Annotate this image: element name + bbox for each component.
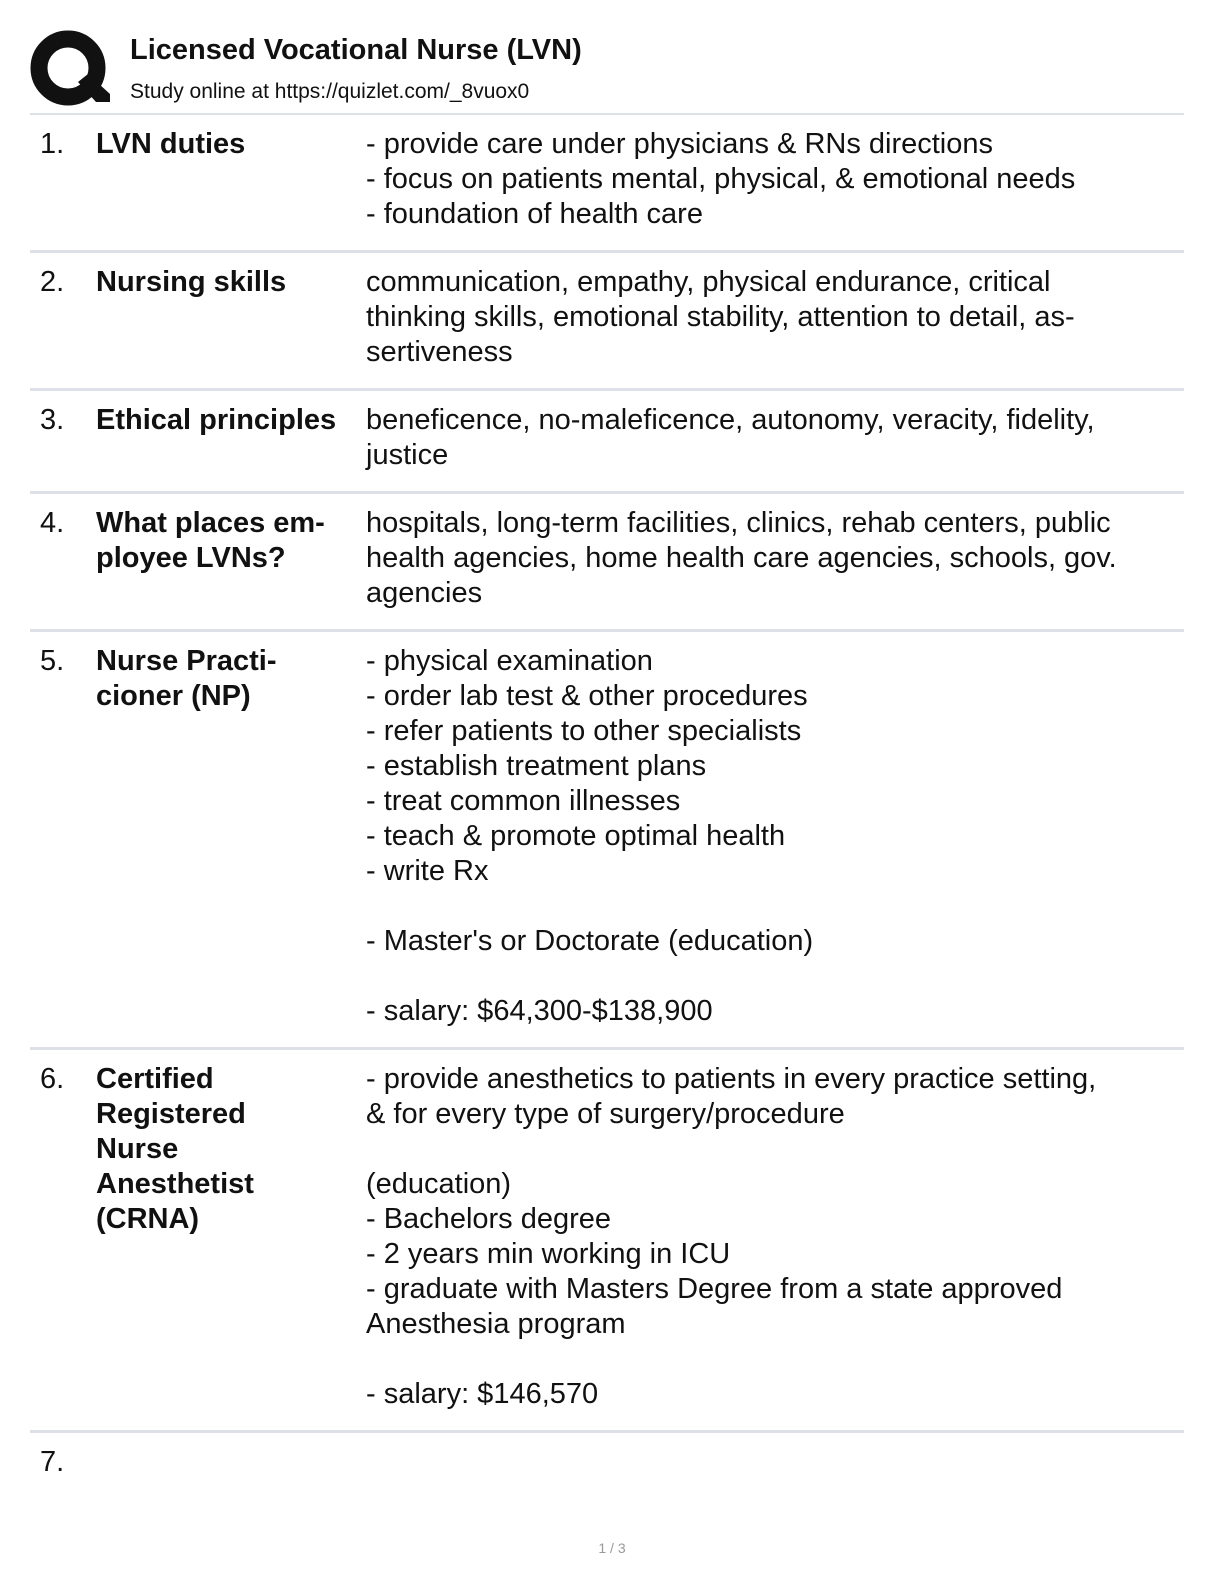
card-term: Nursing skills xyxy=(96,266,287,298)
card-number: 3. xyxy=(40,404,65,436)
flashcard-row xyxy=(30,494,1184,632)
card-term: What places em- ployee LVNs? xyxy=(96,507,325,574)
card-term xyxy=(96,1445,366,1480)
study-online-link[interactable]: Study online at https://quizlet.com/_8vuox0 xyxy=(130,80,530,103)
set-title: Licensed Vocational Nurse (LVN) xyxy=(130,34,582,66)
card-definition: communication, empathy, physical endurance, critical thinking skills, emotional stability, attention to detail, as- sertiveness xyxy=(366,266,1075,368)
card-definition: beneficence, no-maleficence, autonomy, veracity, fidelity, justice xyxy=(366,404,1095,471)
flashcard-row xyxy=(30,632,1184,1050)
card-term: Ethical principles xyxy=(96,404,337,436)
flashcard-row xyxy=(30,253,1184,391)
card-number: 2. xyxy=(40,266,65,298)
card-definition xyxy=(366,1445,1184,1480)
card-number: 5. xyxy=(40,645,65,677)
quizlet-logo-icon xyxy=(30,30,110,110)
card-number: 7. xyxy=(40,1446,65,1478)
card-term: Nurse Practi- cioner (NP) xyxy=(96,645,277,712)
card-definition: - provide care under physicians & RNs directions - focus on patients mental, physical, & emotional needs - foundation of health care xyxy=(366,128,1076,230)
flashcard-row xyxy=(30,391,1184,494)
flashcard-list xyxy=(30,113,1184,1498)
card-number: 6. xyxy=(40,1063,65,1095)
flashcard-row xyxy=(30,115,1184,253)
card-term: Certified Registered Nurse Anesthetist (CRNA) xyxy=(96,1063,254,1235)
card-term: LVN duties xyxy=(96,128,246,160)
card-definition: - physical examination - order lab test & other procedures - refer patients to other specialists - establish treatment plans - treat common illnesses - teach & promote optimal health - write Rx - Master's or Doctorate (education) - salary: $64,300-$138,900 xyxy=(366,645,814,1027)
card-number: 1. xyxy=(40,128,65,160)
flashcard-row xyxy=(30,1433,1184,1498)
document-header xyxy=(30,28,1190,110)
card-definition: - provide anesthetics to patients in every practice setting, & for every type of surgery/procedure (education) - Bachelors degree - 2 years min working in ICU - graduate with Masters Degree from a state approved Anesthesia program - salary: $146,570 xyxy=(366,1063,1097,1410)
card-definition: hospitals, long-term facilities, clinics, rehab centers, public health agencies, home health care agencies, schools, gov. agencies xyxy=(366,507,1117,609)
flashcard-row xyxy=(30,1050,1184,1433)
page-number: 1 / 3 xyxy=(598,1540,626,1556)
card-number: 4. xyxy=(40,507,65,539)
